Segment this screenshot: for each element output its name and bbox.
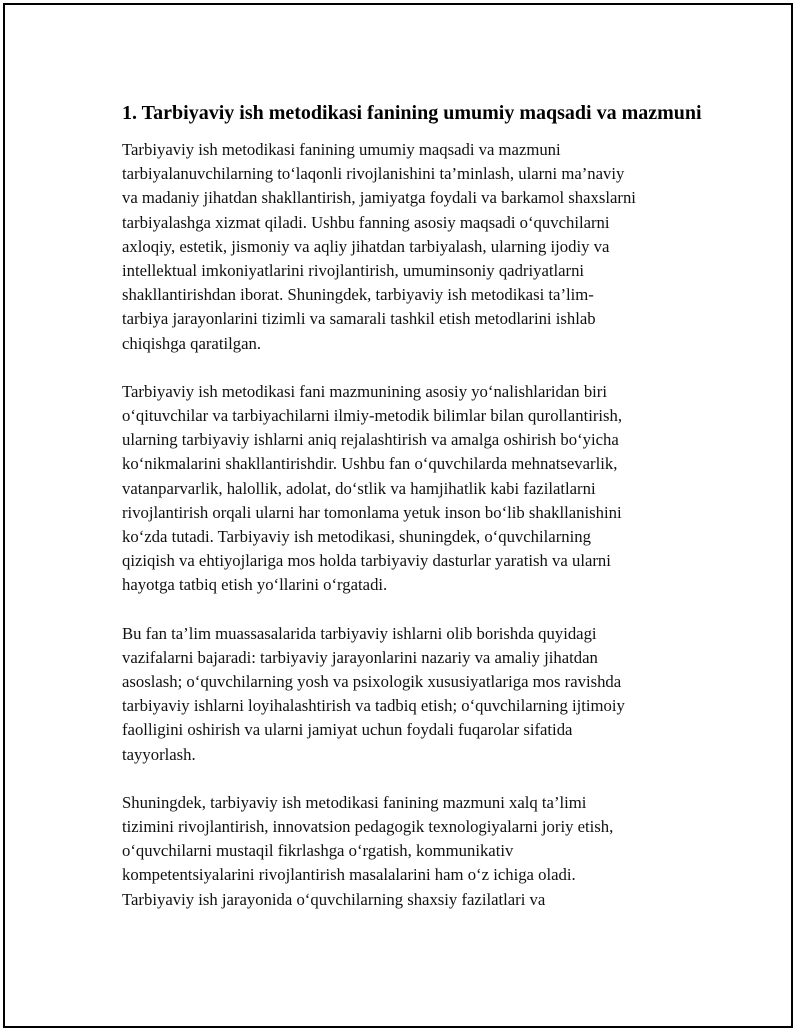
paragraph-1: Tarbiyaviy ish metodikasi fanining umumiy maqsadi va mazmuni tarbiyalanuvchilarning to‘laqonli rivojlanishini ta’minlash, ularni ma’naviy va madaniy jihatdan shakllantirish, jamiyatga foydali va barkamol shaxslarni tarbiyalashga xizmat qiladi. Ushbu fanning asosiy maqsadi o‘quvchilarni axloqiy, estetik, jismoniy va aqliy jihatdan tarbiyalash, ularning ijodiy va intellektual imkoniyatlarini rivojlantirish, umuminsoniy qadriyatlarni shakllantirishdan iborat. Shuningdek, tarbiyaviy ish metodikasi ta’lim- tarbiya jarayonlarini tizimli va samarali tashkil etish metodlarini ishlab chiqishga qaratilgan. [122, 140, 636, 353]
document-body [122, 100, 702, 936]
paragraph-3: Bu fan ta’lim muassasalarida tarbiyaviy ishlarni olib borishda quyidagi vazifalarni bajaradi: tarbiyaviy jarayonlarini nazariy va amaliy jihatdan asoslash; o‘quvchilarning yosh va psixologik xususiyatlariga mos ravishda tarbiyaviy ishlarni loyihalashtirish va tadbiq etish; o‘quvchilarning ijtimoiy faolligini oshirish va ularni jamiyat uchun foydali fuqarolar sifatida tayyorlash. [122, 623, 625, 764]
paragraph-4: Shuningdek, tarbiyaviy ish metodikasi fanining mazmuni xalq ta’limi tizimini rivojlantirish, innovatsion pedagogik texnologiyalarni joriy etish, o‘quvchilarni mustaqil fikrlashga o‘rgatish, kommunikativ kompetentsiyalarini rivojlantirish masalalarini ham o‘z ichiga oladi. Tarbiyaviy ish jarayonida o‘quvchilarning shaxsiy fazilatlari va [122, 792, 614, 909]
section-heading: 1. Tarbiyaviy ish metodikasi fanining umumiy maqsadi va mazmuni [122, 102, 702, 124]
page-frame [3, 3, 793, 1028]
paragraph-2: Tarbiyaviy ish metodikasi fani mazmunining asosiy yo‘nalishlaridan biri o‘qituvchilar va tarbiyachilarni ilmiy-metodik bilimlar bilan qurollantirish, ularning tarbiyaviy ishlarni aniq rejalashtirish va amalga oshirish bo‘yicha ko‘nikmalarini shakllantirishdir. Ushbu fan o‘quvchilarda mehnatsevarlik, vatanparvarlik, halollik, adolat, do‘stlik va hamjihatlik kabi fazilatlarni rivojlantirish orqali ularni har tomonlama yetuk inson bo‘lib shakllanishini ko‘zda tutadi. Tarbiyaviy ish metodikasi, shuningdek, o‘quvchilarning qiziqish va ehtiyojlariga mos holda tarbiyaviy dasturlar yaratish va ularni hayotga tatbiq etish yo‘llarini o‘rgatadi. [122, 381, 623, 595]
